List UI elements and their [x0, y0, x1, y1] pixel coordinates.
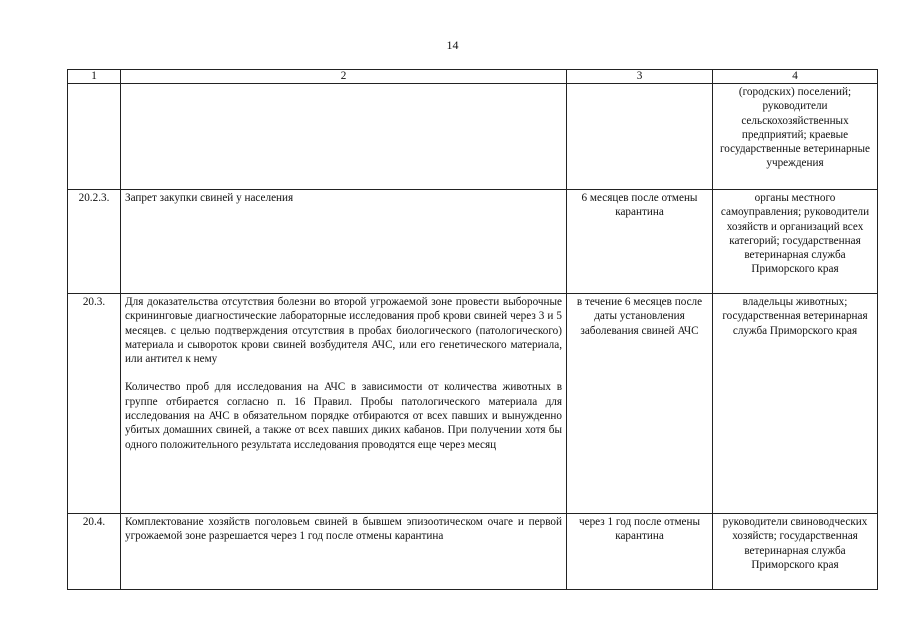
measure-text: Запрет закупки свиней у населения [125, 192, 294, 204]
table-row [68, 514, 878, 590]
measure-cell [121, 514, 567, 590]
column-header-2: 2 [121, 70, 567, 84]
measure-text: Количество проб для исследования на АЧС в зависимости от количества животных в группе отбирается согласно п. 16 Правил. Пробы патологического материала для исследования на АЧС в обязательном порядке отбираются от всех павших и вынужденно убитых домашних свиней, а также от всех павших диких кабанов. При получении хотя бы одного положительного результата исследования проводятся еще через месяц [125, 381, 562, 451]
responsible-cell: владельцы животных; государственная ветеринарная служба Приморского края [713, 294, 878, 514]
page-number: 14 [446, 38, 459, 52]
table-row [68, 190, 878, 294]
measure-cell [121, 190, 567, 294]
measures-table [67, 69, 878, 590]
term-cell: 6 месяцев после отмены карантина [567, 190, 713, 294]
responsible-cell: (городских) поселений; руководители сельскохозяйственных предприятий; краевые государственные ветеринарные учреждения [713, 84, 878, 190]
column-header-3: 3 [567, 70, 713, 84]
table-header-row [68, 70, 878, 84]
responsible-cell: органы местного самоуправления; руководители хозяйств и организаций всех категорий; государственная ветеринарная служба Приморского края [713, 190, 878, 294]
measure-cell [121, 294, 567, 514]
measure-text: Комплектование хозяйств поголовьем свиней в бывшем эпизоотическом очаге и первой угрожаемой зоне разрешается через 1 год после отмены карантина [125, 516, 562, 543]
table-row [68, 294, 878, 514]
row-number-cell: 20.3. [68, 294, 121, 514]
row-number-cell: 20.4. [68, 514, 121, 590]
table-row [68, 84, 878, 190]
column-header-4: 4 [713, 70, 878, 84]
term-cell: через 1 год после отмены карантина [567, 514, 713, 590]
row-number-cell: 20.2.3. [68, 190, 121, 294]
row-number-cell [68, 84, 121, 190]
column-header-1: 1 [68, 70, 121, 84]
measure-text: Для доказательства отсутствия болезни во второй угрожаемой зоне провести выборочные скрининговые диагностические лабораторные исследования проб крови свиней через 3 и 5 месяцев. с целью подтверждения отсутствия в пробах биологического (патологического) материала и сывороток крови свиней возбудителя АЧС, или его генетического материала, или антител к нему [125, 296, 562, 366]
responsible-cell: руководители свиноводческих хозяйств; государственная ветеринарная служба Приморского края [713, 514, 878, 590]
measure-cell [121, 84, 567, 190]
term-cell: в течение 6 месяцев после даты установления заболевания свиней АЧС [567, 294, 713, 514]
term-cell [567, 84, 713, 190]
